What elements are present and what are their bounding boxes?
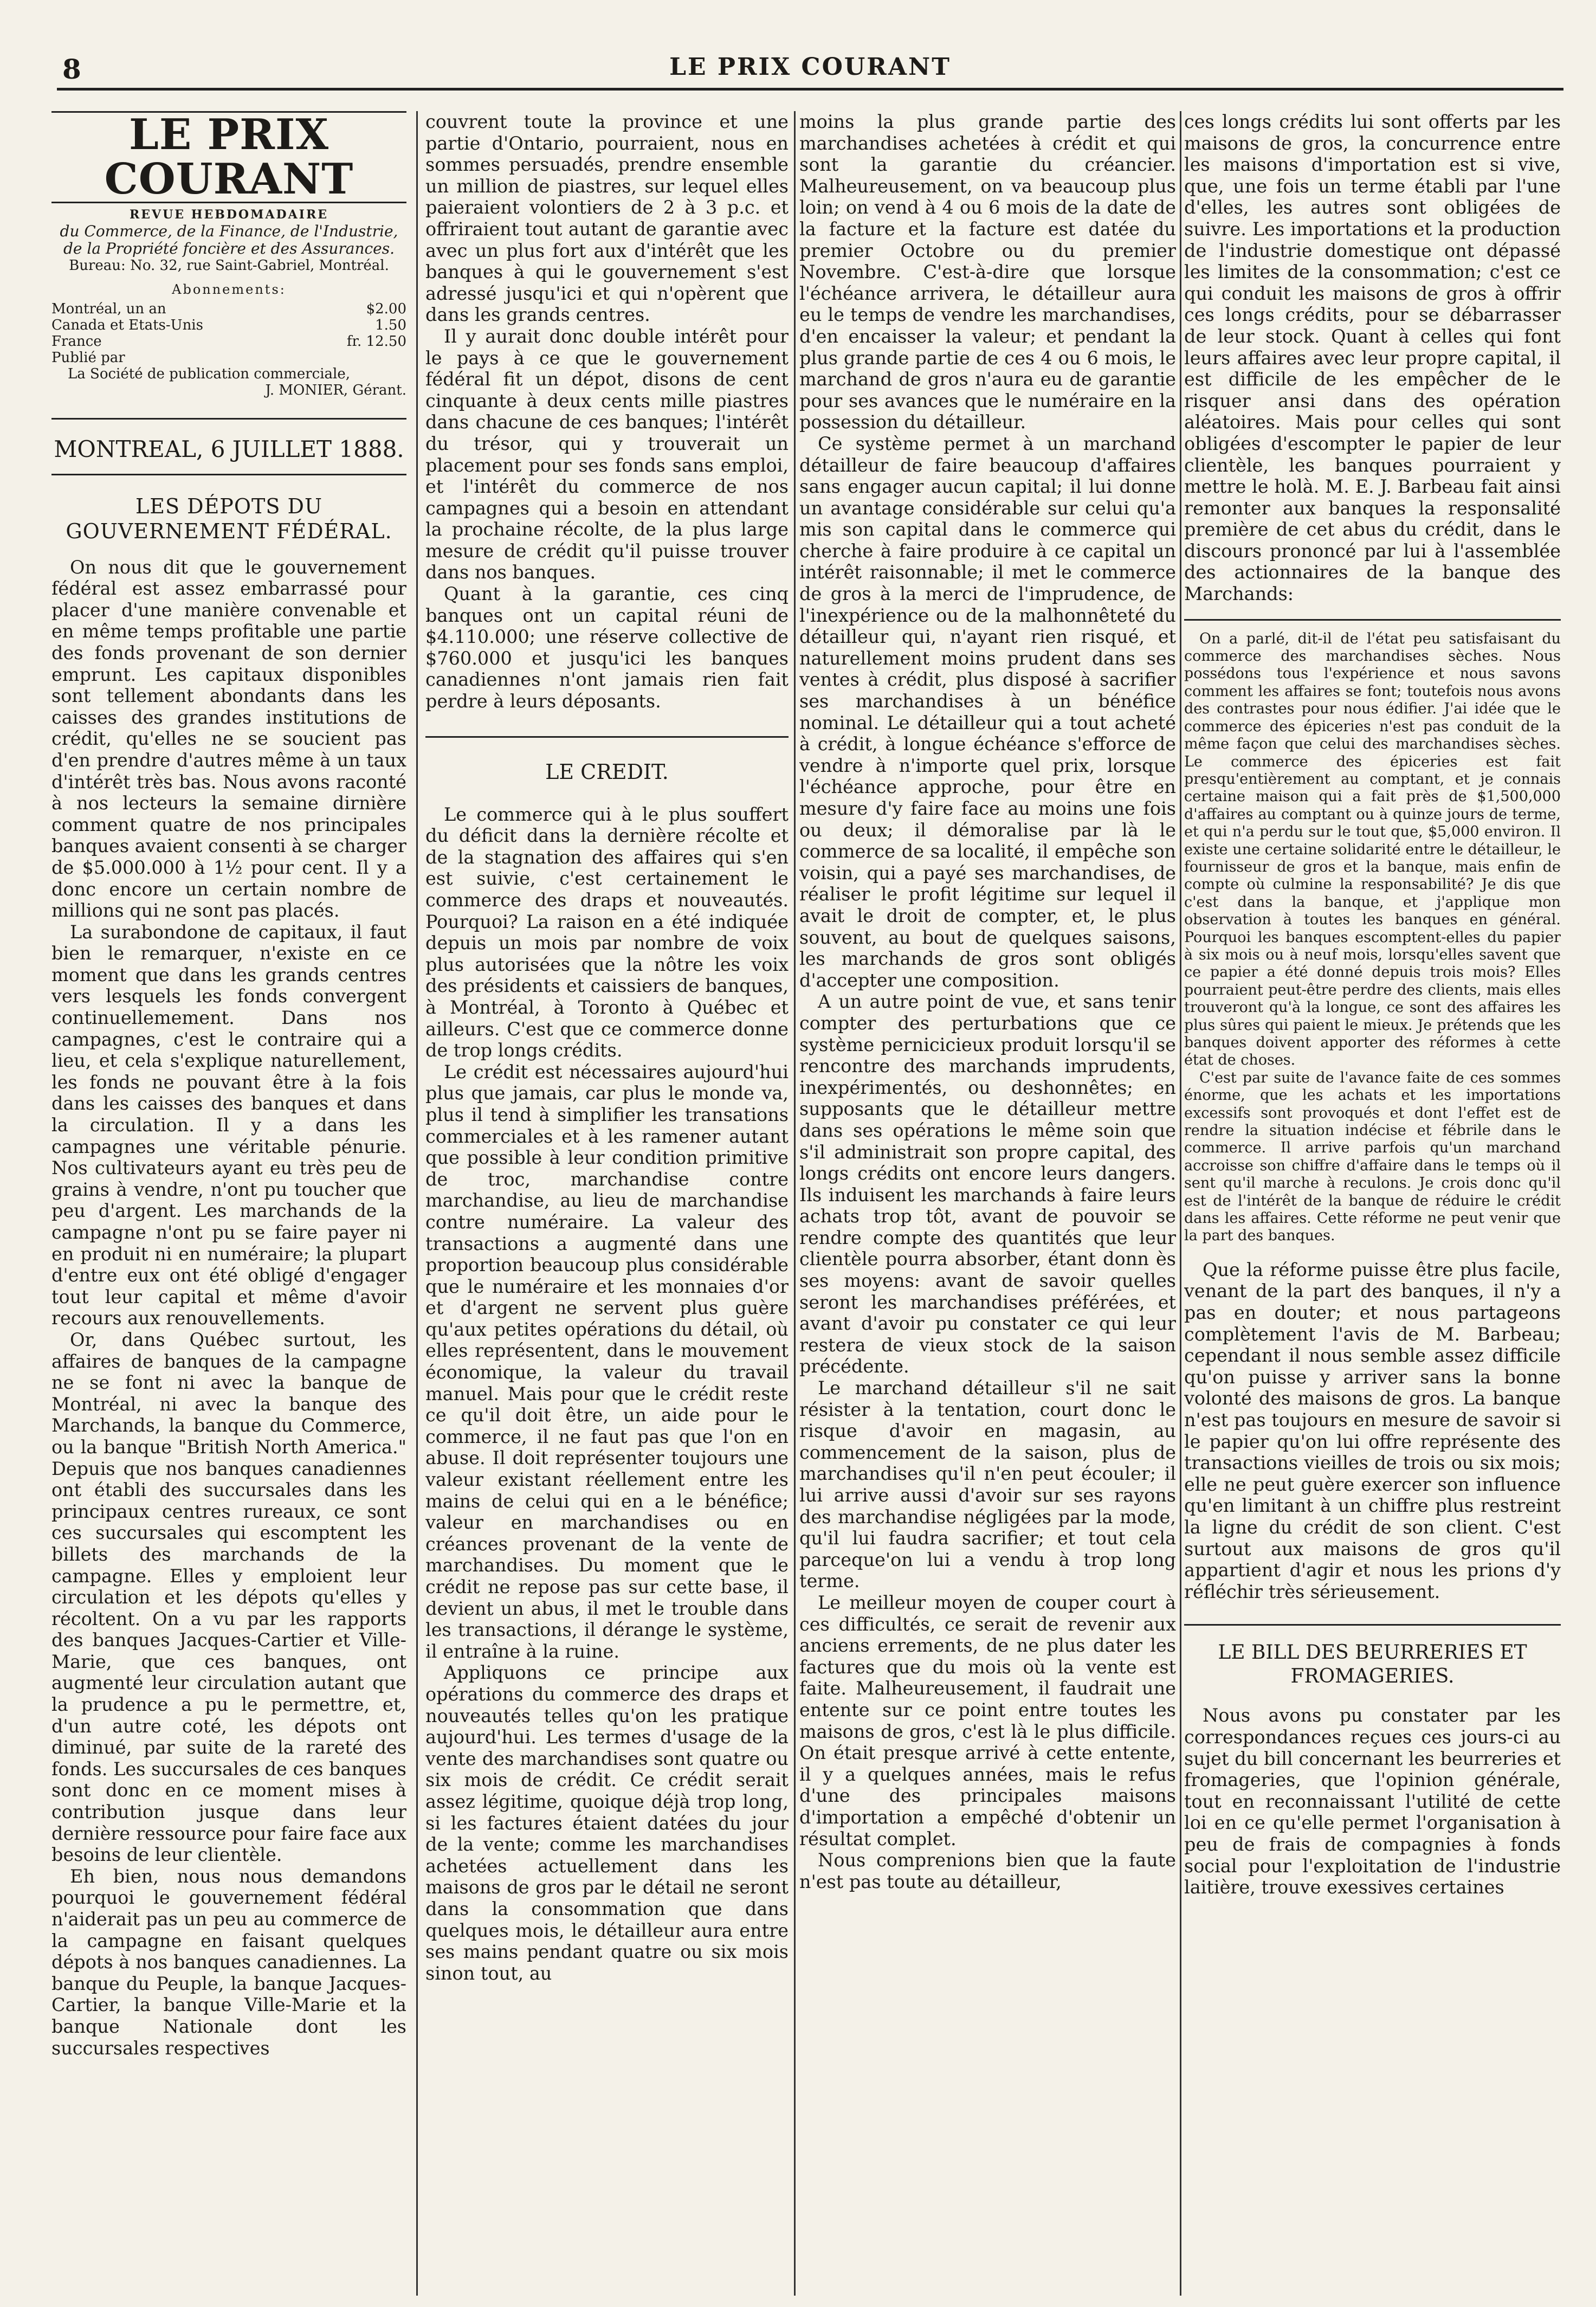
manager-name: J. MONIER, Gérant.	[265, 382, 406, 398]
publisher-name: La Société de publication commerciale,	[68, 365, 350, 382]
price-value: $2.00	[366, 300, 406, 317]
column-3	[799, 111, 1176, 2296]
article-paragraph: A un autre point de vue, et sans tenir compter des perturbations que ce système pernicicieux produit lorsqu'il se rencontre des marchands imprudents, inexpérimentés, ou deshonnêtes; en supposants que le détailleur mettre dans ses opérations le même soin que s'il administrait son propre capital, des longs crédits ont encore leurs dangers. Ils induisent les marchands à faire leurs achats trop tôt, avant de pouvoir se rendre compte des quantités que leur clientèle pourra absorber, étant donn ès ses moyens: avant de savoir quelles seront les marchandises préférées, et avant d'avoir pu constater ce qui leur restera de vieux stock de la saison précédente.	[799, 991, 1176, 1377]
article-paragraph: Que la réforme puisse être plus facile, venant de la part des banques, il n'y a pas en douter; et nous partageons complètement l'avis de M. Barbeau; cependant il nous semble assez difficile qu'on puisse y arriver sans la bonne volonté des maisons de gros. La banque n'est pas toujours en mesure de savoir si le papier qu'on lui offre représente des transactions vieilles de trois ou six mois; elle ne peut guère exercer son influence qu'en limitant à un chiffre plus restreint la ligne du crédit de son client. C'est surtout aux maisons de gros qu'il appartient d'agir et nous les prions d'y réfléchir très sérieusement.	[1184, 1259, 1561, 1602]
publisher-label: Publié par	[51, 349, 125, 366]
article-headline: LES DÉPOTS DU GOUVERNEMENT FÉDÉRAL.	[51, 474, 406, 544]
subscriptions-label: Abonnements:	[172, 282, 286, 297]
masthead-description: du Commerce, de la Finance, de l'Industrie, de la Propriété foncière et des Assurances.	[60, 222, 398, 257]
page-number: 8	[62, 53, 81, 85]
price-row	[51, 301, 406, 317]
column-rule	[1180, 111, 1181, 2296]
article-paragraph: La surabondone de capitaux, il faut bien le remarquer, n'existe en ce moment que dans les grands centres vers lesquels les fonds convergent continuellemement. Dans nos campagnes, c'est le contraire qui a lieu, et cela s'explique naturellement, les fonds ne pouvant être à la fois dans les caisses des banques et dans la circulation. Il y a dans les campagnes une véritable pénurie. Nos cultivateurs ayant eu très peu de grains à vendre, n'ont pu toucher que peu d'argent. Les marchands de la campagne n'ont pu se faire payer ni en produit ni en numéraire; la plupart d'entre eux ont été obligé d'engager tout leur capital et même d'avoir recours aux renouvellements.	[51, 921, 406, 1329]
price-row	[51, 317, 406, 333]
masthead-bureau: Bureau: No. 32, rue Saint-Gabriel, Montréal.	[69, 257, 389, 274]
article-headline: LE BILL DES BEURRERIES ET FROMAGERIES.	[1184, 1624, 1561, 1689]
article-headline: LE CREDIT.	[425, 736, 789, 784]
price-row	[51, 333, 406, 350]
article-paragraph: Le marchand détailleur s'il ne sait résister à la tentation, court donc le risque d'avoir en magasin, au commencement de la saison, plus de marchandises qu'il n'en peut écouler; il lui arrive aussi d'avoir sur ses rayons des marchandise négligées par la mode, qu'il lui faudra sacrifier; et tout cela parceque'on lui a vendu à trop long terme.	[799, 1377, 1176, 1592]
price-place: Montréal, un an	[51, 300, 166, 317]
masthead-subtitle: REVUE HEBDOMADAIRE	[129, 208, 329, 222]
article-paragraph: On nous dit que le gouvernement fédéral est assez embarrassé pour placer d'une manière convenable et en même temps profitable une partie des fonds provenant de son dernier emprunt. Les capitaux disponibles sont tellement abondants dans les caisses des grandes institutions de crédit, qu'elles ne se soucient pas d'en prendre d'autres même à un taux d'intérêt très bas. Nous avons raconté à nos lecteurs la semaine dirnière comment quatre de nos principales banques avaient consenti à se charger de $5.000.000 à 1½ pour cent. Il y a donc encore un certain nombre de millions qui ne sont pas placés.	[51, 556, 406, 921]
dateline: MONTREAL, 6 JUILLET 1888.	[51, 418, 406, 463]
column-1	[51, 111, 406, 2296]
article-paragraph: Il y aurait donc double intérêt pour le pays à ce que le gouvernement fédéral fit un dépot, disons de cent cinquante à deux cents mille piastres dans chacune de ces banques; l'intérêt du trésor, qui y trouverait un placement pour ses fonds sans emploi, et l'intérêt du commerce de nos campagnes qui a besoin en attendant la prochaine récolte, de la plus large mesure de crédit qu'il puisse trouver dans nos banques.	[425, 325, 789, 583]
article-paragraph: Le meilleur moyen de couper court à ces difficultés, ce serait de revenir aux anciens errements, de ne plus dater les factures que du mois où la vente est faite. Malheureusement, il faudrait une entente sur ce point entre toutes les maisons de gros, c'est là le plus difficile. On était presque arrivé à cette entente, il y a quelques années, mais le refus d'une des principales maisons d'importation a empêché d'obtenir un résultat complet.	[799, 1591, 1176, 1850]
price-place: France	[51, 333, 102, 350]
article-paragraph: Nous comprenions bien que la faute n'est pas toute au détailleur,	[799, 1850, 1176, 1892]
price-value: fr. 12.50	[346, 333, 406, 350]
article-paragraph: Eh bien, nous nous demandons pourquoi le gouvernement fédéral n'aiderait pas un peu au commerce de la campagne en faisant quelques dépots à nos banques canadiennes. La banque du Peuple, la banque Jacques-Cartier, la banque Ville-Marie et la banque Nationale dont les succursales respectives	[51, 1865, 406, 2059]
quote-paragraph: On a parlé, dit-il de l'état peu satisfaisant du commerce des marchandises sèches. Nous possédons tous l'expérience et nous savons comment les affaires se font; toutefois nous avons des contrastes pour nous édifier. J'ai idée que le commerce des épiceries n'est pas conduit de la même façon que celui des marchandises sèches. Le commerce des épiceries est fait presqu'entièrement au comptant, et je connais certaine maison qui a fait près de $1,500,000 d'affaires au comptant ou à quinze jours de terme, et qui n'a perdu sur le tout que, $5,000 environ. Il existe une certaine solidarité entre le détailleur, le fournisseur de gros et la banque, mais enfin de compte où culmine la responsabilité? Je dis que c'est dans la banque, et j'applique mon observation à toutes les banques en général. Pourquoi les banques escomptent-elles du papier à six mois ou à neuf mois, lorsqu'elles savent que ce papier a été donné depuis trois mois? Elles pourraient peut-être perdre des clients, mais elles trouveront qu'à la longue, ce sont des affaires les plus sûres qui paient le mieux. Je prétends que les banques doivent apporter des réformes à cette état de choses.	[1184, 630, 1561, 1069]
article-paragraph: Ce système permet à un marchand détailleur de faire beaucoup d'affaires sans engager aucun capital; il lui donne un avantage considérable sur celui qu'a mis son capital dans le commerce qui cherche à faire produire à ce capital un intérêt raisonnable; il met le commerce de gros à la merci de l'imprudence, de l'inexpérience ou de la malhonnêteté du détailleur qui, n'ayant rien risqué, et naturellement moins prudent dans ses ventes à crédit, plus disposé à sacrifier ses marchandises à un bénéfice nominal. Le détailleur qui a tout acheté à crédit, à longue échéance s'efforce de vendre à n'importe quel prix, lorsque l'échéance approche, pour être en mesure d'y faire face au moins une fois ou deux; il démoralise par là le commerce de sa localité, il empêche son voisin, qui a payé ses marchandises, de réaliser le profit légitime sur lequel il avait le droit de compter, et, le plus souvent, au bout de quelques saisons, les marchands de gros sont obligés d'accepter une composition.	[799, 433, 1176, 991]
running-title: LE PRIX COURANT	[669, 53, 951, 81]
article-paragraph: Nous avons pu constater par les correspondances reçues ces jours-ci au sujet du bill concernant les beurreries et fromageries, que l'opinion générale, tout en reconnaissant l'utilité de cette loi en ce qu'elle permet l'organisation à peu de frais de compagnies à fonds social pour l'exploitation de l'industrie laitière, trouve exessives certaines	[1184, 1705, 1561, 1898]
running-header	[57, 50, 1563, 91]
quote-paragraph: C'est par suite de l'avance faite de ces sommes énorme, que les achats et les importations excessifs sont provoqués et dont l'effet est de rendre la situation indécise et fébrile dans le commerce. Il arrive parfois qu'un marchand accroisse son chiffre d'affaire dans le temps où il sent qu'il marche à reculons. Je crois donc qu'il est de l'intérêt de la banque de réduire le crédit dans les affaires. Cette réforme ne peut venir que la part des banques.	[1184, 1069, 1561, 1245]
article-paragraph: couvrent toute la province et une partie d'Ontario, pourraient, nous en sommes persuadés, prendre ensemble un million de piastres, sur lequel elles paieraient volontiers de 2 à 3 p.c. et offriraient tout autant de garantie avec avec un plus fort aux d'intérêt que les banques à qui le gouvernement s'est adressé jusqu'ici et qui n'opèrent que dans les grands centres.	[425, 111, 789, 326]
quoted-speech	[1184, 619, 1561, 1245]
article-paragraph: Le commerce qui à le plus souffert du déficit dans la dernière récolte et de la stagnation des affaires qui s'en est suivie, c'est certainement le commerce des draps et nouveautés. Pourquoi? La raison en a été indiquée depuis un mois par nombre de voix plus autorisées que la nôtre les voix des présidents et caissiers de banques, à Montréal, à Toronto à Québec et ailleurs. C'est que ce commerce donne de trop longs crédits.	[425, 803, 789, 1061]
article-paragraph: moins la plus grande partie des marchandises achetées à crédit et qui sont la garantie du créancier. Malheureusement, on va beaucoup plus loin; on vend à 4 ou 6 mois de la date de la facture et la facture est datée du premier Octobre ou du premier Novembre. C'est-à-dire que lorsque l'échéance arrivera, le détailleur aura eu le temps de vendre les marchandises, d'en encaisser la valeur; et pendant la plus grande partie de ces 4 ou 6 mois, le marchand de gros n'aura eu de garantie pour ses avances que le numéraire en la possession du détailleur.	[799, 111, 1176, 433]
article-paragraph: Or, dans Québec surtout, les affaires de banques de la campagne ne se font ni avec la banque de Montréal, ni avec la banque des Marchands, la banque du Commerce, ou la banque "British North America." Depuis que nos banques canadiennes ont établi des succursales dans les principaux centres rureaux, ce sont ces succursales qui escomptent les billets des marchands de la campagne. Elles y emploient leur circulation et les dépots qu'elles y récoltent. On a vu par les rapports des banques Jacques-Cartier et Ville-Marie, que ces banques, ont augmenté leur circulation autant que la prudence a pu le permettre, et, d'un autre coté, les dépots ont diminué, par suite de la rareté des fonds. Les succursales de ces banques sont donc en ce moment mises à contribution jusque dans leur dernière ressource pour faire face aux besoins de leur clientèle.	[51, 1329, 406, 1866]
article-paragraph: Appliquons ce principe aux opérations du commerce des draps et nouveautés telles qu'on les pratique aujourd'hui. Les termes d'usage de la vente des marchandises sont quatre ou six mois de crédit. Ce crédit serait assez légitime, quoique déjà trop long, si les factures étaient datées du jour de la vente; comme les marchandises achetées actuellement dans les maisons de gros par le détail ne seront dans la consommation que dans quelques mois, le détailleur aura entre ses mains pendant quatre ou six mois sinon tout, au	[425, 1662, 789, 1984]
column-rule	[794, 111, 796, 2296]
masthead-title: LE PRIX COURANT	[51, 111, 406, 203]
article-paragraph: Quant à la garantie, ces cinq banques ont un capital réuni de $4.110.000; une réserve collective de $760.000 et jusqu'ici les banques canadiennes n'ont jamais rien fait perdre à leurs déposants.	[425, 583, 789, 712]
article-paragraph: ces longs crédits lui sont offerts par les maisons de gros, la concurrence entre les maisons d'importation est si vive, que, une fois un terme établi par l'une d'elles, les autres sont obligées de suivre. Les importations et la production de l'industrie domestique ont dépassé les limites de la consommation; c'est ce qui conduit les maisons de gros à offrir ces longs crédits, pour se débarrasser de leur stock. Quant à celles qui font leurs affaires avec leur propre capital, il est difficile de les empêcher de le risquer ansi dans des opération aléatoires. Mais pour celles qui sont obligées d'escompter le papier de leur clientèle, les banques pourraient y mettre le holà. M. E. J. Barbeau fait ainsi remonter aux banques la responsalité première de cet abus du crédit, dans le discours prononcé par lui à l'assemblée des actionnaires de la banque des Marchands:	[1184, 111, 1561, 605]
price-value: 1.50	[375, 317, 406, 333]
price-place: Canada et Etats-Unis	[51, 317, 203, 333]
column-rule	[416, 111, 418, 2296]
column-4	[1184, 111, 1561, 2296]
column-2	[425, 111, 789, 2296]
article-paragraph: Le crédit est nécessaires aujourd'hui plus que jamais, car plus le monde va, plus il tend à simplifier les transations commerciales et à les ramener autant que possible à leur condition primitive de troc, marchandise contre marchandise, au lieu de marchandise contre numéraire. La valeur des transactions a augmenté dans une proportion beaucoup plus considérable que le numéraire et les monnaies d'or et d'argent ne servent plus guère qu'aux petites opérations du détail, où elles représentent, dans le mouvement économique, la valeur du travail manuel. Mais pour que le crédit reste ce qu'il doit être, un aide pour le commerce, il ne faut pas que l'on en abuse. Il doit représenter toujours une valeur existant réellement entre les mains de celui qui en a le bénéfice; valeur en marchandises ou en créances provenant de la vente de marchandises. Du moment que le crédit ne repose pas sur cette base, il devient un abus, il met le trouble dans les transactions, il dérange le système, il entraîne à la ruine.	[425, 1061, 789, 1662]
